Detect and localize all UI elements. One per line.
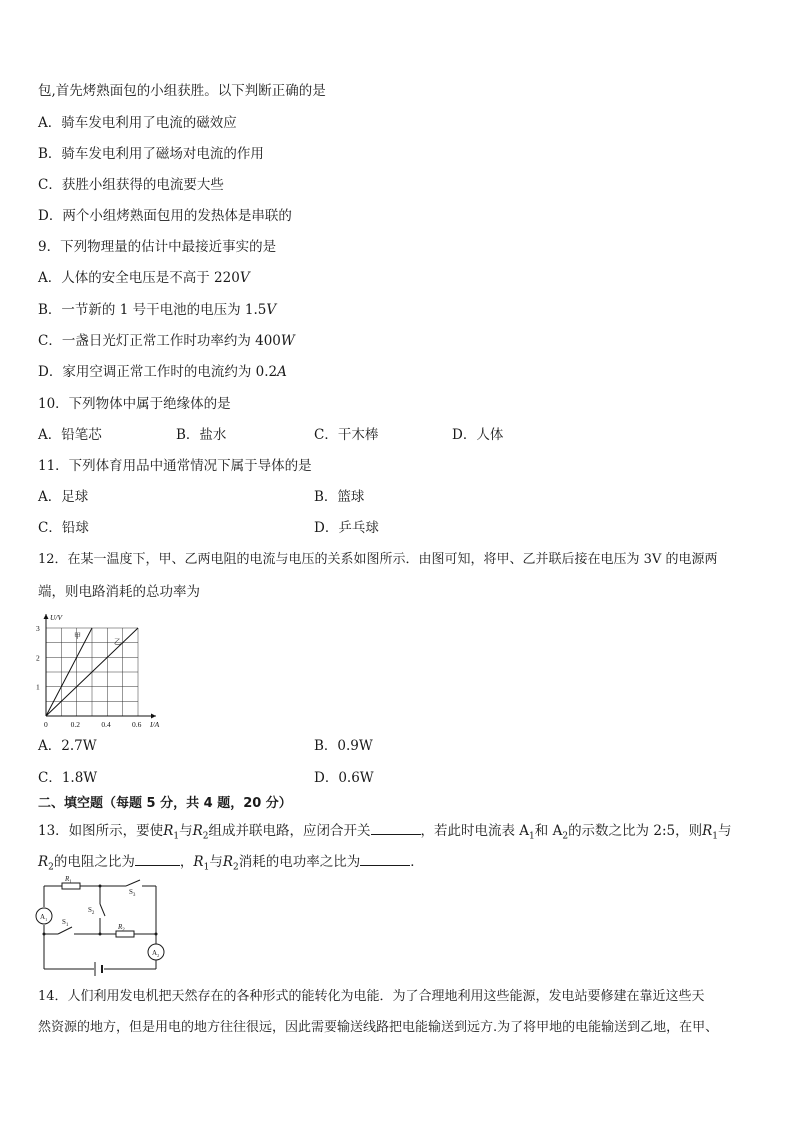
q11-option-c: C．铅球: [38, 520, 89, 536]
label-s3: $S_3$: [129, 888, 136, 898]
voltage-current-graph: [30, 606, 170, 731]
q8-option-a: A．骑车发电利用了电流的磁效应: [38, 115, 237, 131]
label-r1: $R_1$: [65, 876, 72, 885]
switch-s1-blade: [58, 927, 72, 934]
q11-option-d: D．乒乓球: [314, 520, 379, 536]
y-axis-arrow: [44, 614, 49, 619]
label-r2: $R_2$: [118, 923, 125, 933]
q14-stem-line1: 14．人们利用发电机把天然存在的各种形式的能转化为电能．为了合理地利用这些能源，发电站要修建在靠近这些天: [38, 989, 705, 1004]
q11-option-b: B．篮球: [314, 489, 365, 505]
q8-option-b: B．骑车发电利用了磁场对电流的作用: [38, 146, 264, 162]
q8-option-d: D．两个小组烤熟面包用的发热体是串联的: [38, 208, 292, 224]
y-tick-label: 2: [36, 653, 40, 663]
label-a1: $A_1$: [40, 913, 48, 922]
x-tick-label: 0.4: [101, 720, 111, 729]
series-label-2: 乙: [114, 638, 121, 646]
x-tick-label: 0.6: [132, 720, 142, 729]
q10-stem: 10．下列物体中属于绝缘体的是: [38, 396, 231, 412]
x-tick-label: 0: [44, 720, 48, 729]
q14-stem-line2: 然资源的地方，但是用电的地方往往很远，因此需要输送线路把电能输送到远方.为了将甲地的电能输送到乙地，在甲、: [38, 1020, 719, 1035]
junction-dot: [99, 885, 102, 888]
y-tick-label: 3: [36, 624, 40, 633]
q12-stem-line2: 端，则电路消耗的总功率为: [38, 584, 200, 600]
q8-option-c: C．获胜小组获得的电流要大些: [38, 177, 224, 193]
q12-option-a: A．2.7W: [38, 738, 97, 754]
switch-s3-blade: [126, 880, 140, 886]
label-s2: $S_2$: [88, 906, 95, 916]
q13-blank-2[interactable]: [135, 853, 180, 866]
q13-stem-line2: $R_2$的电阻之比为 ，$R_1$与$R_2$消耗的电功率之比为 ．: [38, 854, 424, 873]
q11-stem: 11．下列体育用品中通常情况下属于导体的是: [38, 458, 312, 474]
circuit-diagram: [32, 876, 172, 976]
x-axis-label: I/A: [150, 720, 160, 729]
q12-option-b: B．0.9W: [314, 738, 373, 754]
q12-option-c: C．1.8W: [38, 770, 98, 786]
q9-option-a: A．人体的安全电压是不高于 220V: [38, 270, 250, 286]
q13-blank-1[interactable]: [371, 822, 421, 835]
label-s1: $S_1$: [62, 918, 69, 928]
y-axis-label: U/V: [50, 613, 63, 622]
q12-stem-line1: 12．在某一温度下，甲、乙两电阻的电流与电压的关系如图所示．由图可知，将甲、乙并联后接在电压为 3V 的电源两: [38, 552, 718, 567]
junction-dot: [43, 933, 46, 936]
chart-labels: [36, 613, 160, 729]
junction-dot: [155, 933, 158, 936]
junction-dot: [99, 933, 102, 936]
q10-option-d: D．人体: [452, 427, 504, 443]
q11-option-a: A．足球: [38, 489, 89, 505]
q8-stem-continued: 包,首先烤熟面包的小组获胜。以下判断正确的是: [38, 83, 326, 99]
y-tick-label: 1: [36, 682, 40, 692]
q13-blank-3[interactable]: [360, 853, 410, 866]
q13-stem-line1: 13．如图所示，要使$R_1$与$R_2$组成并联电路，应闭合开关 ，若此时电流表 $A_1$和 $A_2$的示数之比为 2:5，则$R_1$与: [38, 823, 732, 842]
q9-option-d: D．家用空调正常工作时的电流约为 0.2A: [38, 364, 287, 380]
q9-option-b: B．一节新的 1 号干电池的电压为 1.5V: [38, 302, 277, 318]
q10-option-b: B．盐水: [176, 427, 227, 443]
section-title-fill-in: 二、填空题（每题 5 分，共 4 题，20 分）: [38, 796, 292, 811]
resistor-r2: [116, 931, 134, 937]
q9-option-c: C．一盏日光灯正常工作时功率约为 400W: [38, 333, 295, 349]
x-tick-label: 0.2: [70, 720, 81, 729]
series-label-1: 甲: [74, 632, 81, 640]
label-a2: $A_2$: [152, 949, 160, 958]
q9-stem: 9．下列物理量的估计中最接近事实的是: [38, 239, 277, 255]
q10-option-a: A．铅笔芯: [38, 427, 102, 443]
q10-option-c: C．干木棒: [314, 427, 379, 443]
x-axis-arrow: [151, 714, 156, 719]
switch-s2-blade: [100, 904, 105, 916]
q12-option-d: D．0.6W: [314, 770, 374, 786]
